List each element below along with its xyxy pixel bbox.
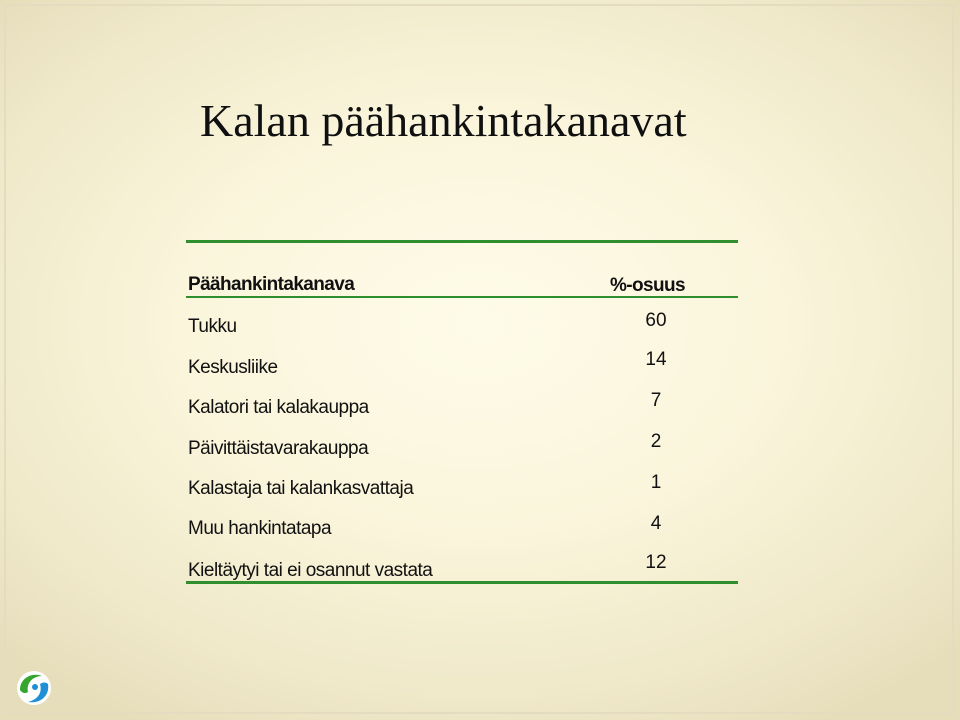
- row-value-muu: 4: [650, 513, 662, 534]
- row-label-kalatori: Kalatori tai kalakauppa: [188, 397, 369, 418]
- header-channel: Päähankintakanava: [188, 274, 355, 295]
- table-header-rule: [186, 296, 738, 298]
- row-label-kieltaytyi: Kieltäytyi tai ei osannut vastata: [188, 560, 433, 581]
- header-share: %-osuus: [610, 275, 685, 296]
- row-value-tukku: 60: [645, 310, 667, 331]
- row-label-kalastaja: Kalastaja tai kalankasvattaja: [188, 478, 414, 499]
- slide-title: Kalan päähankintakanavat: [200, 95, 687, 146]
- row-value-kalatori: 7: [650, 390, 662, 411]
- row-label-muu: Muu hankintatapa: [188, 518, 332, 539]
- table-top-rule: [186, 240, 738, 243]
- table-bottom-rule: [186, 581, 738, 584]
- row-label-paivittaistavara: Päivittäistavarakauppa: [188, 438, 369, 459]
- row-label-keskusliike: Keskusliike: [188, 357, 278, 378]
- row-value-keskusliike: 14: [645, 349, 667, 370]
- row-value-paivittaistavara: 2: [650, 431, 662, 452]
- row-label-tukku: Tukku: [188, 316, 237, 337]
- swirl-logo-icon: [16, 670, 52, 706]
- row-value-kalastaja: 1: [650, 472, 662, 493]
- row-value-kieltaytyi: 12: [645, 552, 667, 573]
